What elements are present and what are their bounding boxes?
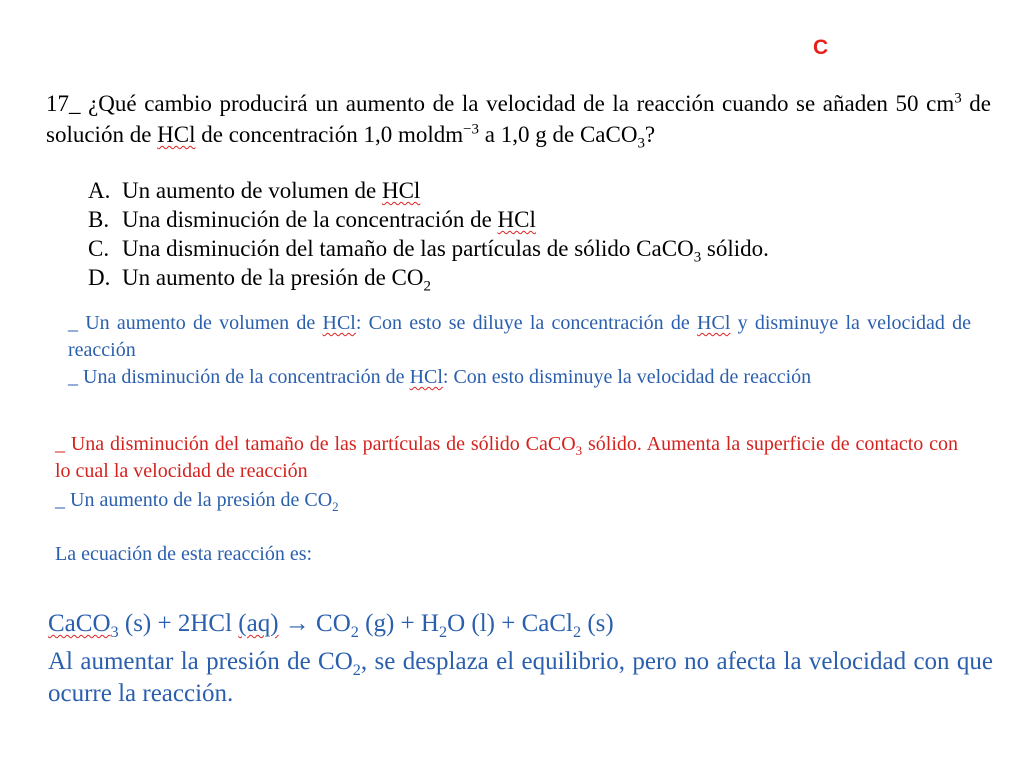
hcl-term: HCl (697, 312, 731, 334)
expl-text: _ Una disminución del tamaño de las partículas de sólido CaCO (55, 433, 576, 455)
option-text: Una disminución de la concentración de (122, 207, 498, 232)
subscript: 2 (423, 278, 431, 295)
answer-letter: C (813, 36, 829, 59)
hcl-term: HCl (157, 122, 196, 147)
option-letter: B. (88, 207, 110, 232)
hcl-term: HCl (322, 312, 356, 334)
superscript: 3 (954, 90, 962, 107)
conclusion-text (48, 646, 993, 710)
subscript: 3 (637, 135, 645, 152)
option-text: Un aumento de la presión de CO (122, 265, 424, 290)
aq-term: (aq) (238, 610, 279, 637)
formula: O (l) + CaCl (447, 610, 573, 637)
explanation-c-correct (55, 431, 958, 485)
option-text: Una disminución del tamaño de las partículas de sólido CaCO (122, 236, 694, 261)
expl-text: : Con esto disminuye la velocidad de reacción (442, 366, 812, 388)
hcl-term: HCl (497, 207, 536, 232)
conclusion-part: Al aumentar la presión de CO (48, 648, 353, 675)
explanation-d (55, 487, 339, 514)
subscript: 3 (693, 249, 702, 266)
caco3-term (48, 610, 119, 641)
subscript: 2 (332, 499, 339, 514)
hcl-term: HCl (381, 178, 421, 203)
option-b (88, 205, 769, 234)
option-d (88, 263, 769, 295)
equation-intro: La ecuación de esta reacción es: (55, 543, 313, 565)
formula: (s) + 2HCl (118, 610, 239, 637)
option-a (88, 176, 769, 205)
question-number: 17_ (46, 91, 81, 116)
option-letter: C. (88, 236, 110, 261)
subscript: 2 (350, 623, 359, 641)
question-part: ? (644, 122, 656, 147)
expl-text: _ Un aumento de la presión de CO (55, 489, 333, 511)
expl-text: y disminuye la velocidad de reacción (68, 312, 971, 361)
explanation-a-b (68, 310, 971, 391)
question-part: de solución de (46, 91, 991, 147)
formula: (s) (581, 610, 614, 637)
subscript: 3 (110, 623, 119, 641)
option-letter: D. (88, 265, 111, 290)
subscript: 2 (352, 661, 361, 679)
expl-text: _ Una disminución de la concentración de (68, 366, 410, 388)
option-text: sólido. (701, 236, 769, 261)
subscript: 2 (438, 623, 448, 641)
options-list (88, 176, 769, 295)
formula: CaCO (48, 610, 111, 637)
formula: (g) + H (358, 610, 439, 637)
chemical-equation (48, 608, 614, 640)
expl-text: sólido. Aumenta la superficie de contacto con lo cual la velocidad de reacción (55, 433, 958, 482)
subscript: 2 (572, 623, 582, 641)
expl-text: _ Un aumento de volumen de (68, 312, 323, 334)
formula: → CO (278, 610, 351, 637)
subscript: 3 (575, 443, 583, 458)
question-part: a 1,0 g de CaCO (479, 122, 638, 147)
question-part: de concentración 1,0 moldm (195, 122, 464, 147)
question-part: ¿Qué cambio producirá un aumento de la velocidad de la reacción cuando se añaden 50 cm (88, 91, 955, 116)
hcl-term: HCl (409, 366, 443, 388)
option-text: Un aumento de volumen de (122, 178, 382, 203)
conclusion-part: , se desplaza el equilibrio, pero no afecta la velocidad con que ocurre la reacción. (48, 648, 994, 707)
superscript: −3 (463, 121, 480, 138)
expl-text: : Con esto se diluye la concentración de (355, 312, 698, 334)
question-text (46, 88, 991, 150)
option-c (88, 234, 769, 266)
option-letter: A. (88, 178, 111, 203)
